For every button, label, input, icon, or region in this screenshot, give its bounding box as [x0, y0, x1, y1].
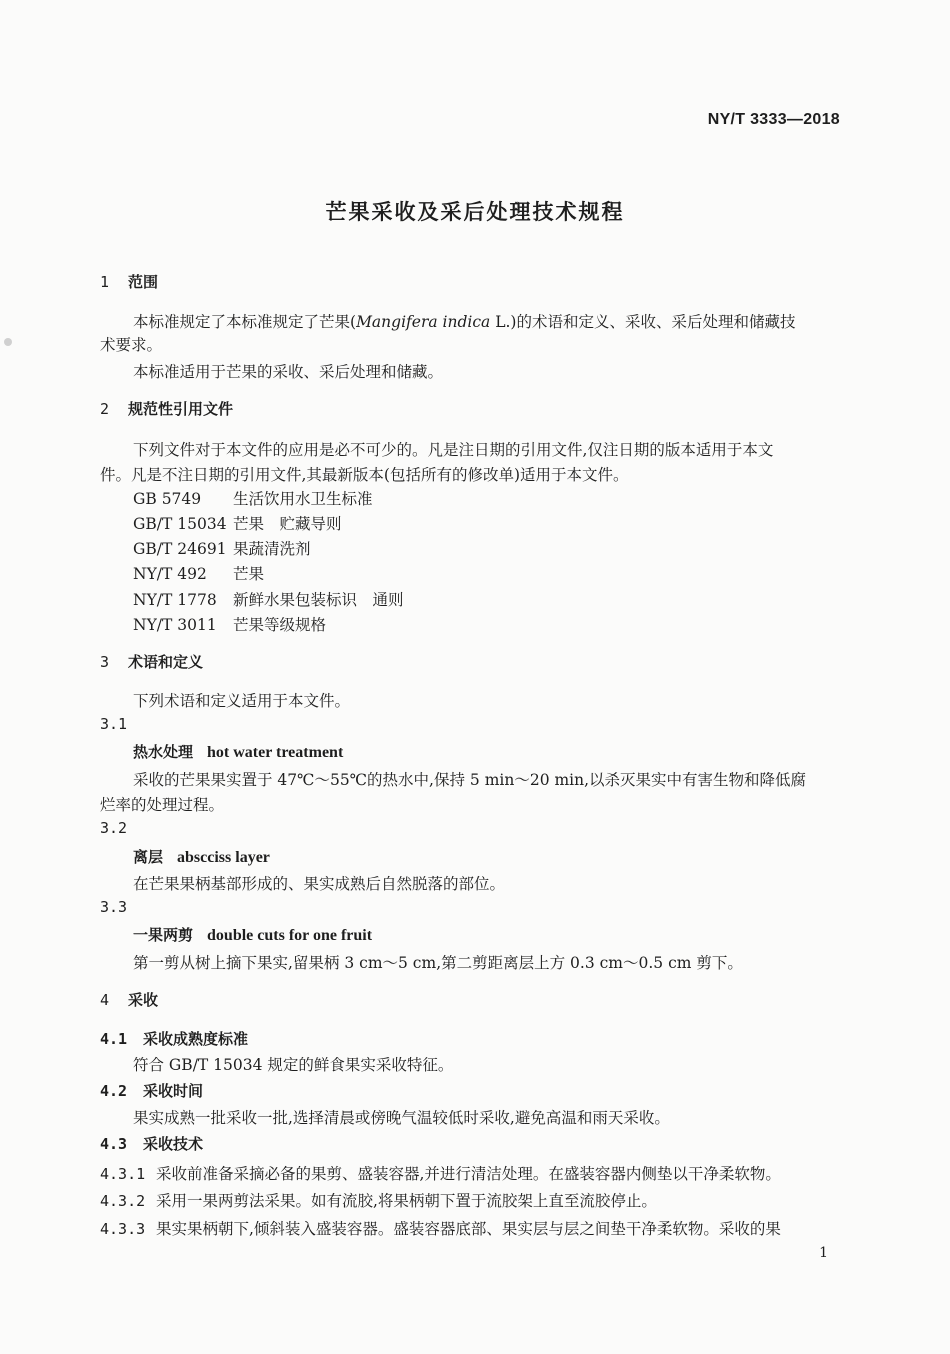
text-run: 本标准规定了本标准规定了芒果(	[133, 313, 357, 331]
ref-name: 芒果等级规格	[233, 616, 327, 634]
section-1-paragraph-1-cont: 术要求。	[100, 336, 163, 354]
term-heading	[133, 924, 372, 945]
term-number: 3.1	[100, 715, 128, 733]
text-run: L.)的术语和定义、采收、采后处理和储藏技	[490, 313, 796, 331]
clause-text: 果实果柄朝下,倾斜装入盛装容器。盛装容器底部、果实层与层之间垫干净柔软物。采收的果	[156, 1220, 781, 1238]
term-heading	[133, 846, 270, 867]
scan-speck	[4, 338, 12, 346]
term-heading	[133, 741, 343, 762]
section-2-paragraph-1-cont: 件。凡是不注日期的引用文件,其最新版本(包括所有的修改单)适用于本文件。	[100, 466, 629, 484]
term-zh: 热水处理	[133, 743, 194, 761]
ref-name: 果蔬清洗剂	[233, 540, 311, 558]
ref-code: GB/T 24691	[133, 540, 227, 558]
ref-code: NY/T 492	[133, 565, 207, 583]
ref-name: 芒果	[233, 565, 265, 583]
term-en: abscciss layer	[177, 849, 270, 866]
page-number: 1	[819, 1245, 828, 1261]
term-en: hot water treatment	[207, 744, 344, 761]
subsection-4-3-heading	[100, 1133, 203, 1154]
section-3-heading	[100, 651, 203, 672]
subsection-4-2-heading	[100, 1080, 203, 1101]
subsection-4-1-text: 符合 GB/T 15034 规定的鲜食果实采收特征。	[133, 1056, 454, 1074]
term-definition: 采收的芒果果实置于 47℃～55℃的热水中,保持 5 min～20 min,以杀灭果实中有害生物和降低腐	[133, 771, 807, 789]
reference-item	[133, 537, 311, 559]
clause-text: 采收前准备采摘必备的果剪、盛装容器,并进行清洁处理。在盛装容器内侧垫以干净柔软物。	[156, 1165, 781, 1183]
section-1-paragraph-1	[133, 310, 795, 332]
ref-code: NY/T 1778	[133, 591, 217, 609]
clause-item	[100, 1162, 781, 1184]
subsection-title: 采收成熟度标准	[143, 1030, 249, 1048]
ref-code: GB 5749	[133, 490, 202, 508]
subsection-title: 采收时间	[143, 1082, 204, 1100]
section-number: 4	[100, 991, 110, 1009]
reference-item	[133, 613, 326, 635]
section-title: 术语和定义	[128, 653, 204, 671]
clause-number: 4.3.3	[100, 1220, 146, 1238]
subsection-number: 4.1	[100, 1030, 128, 1048]
section-3-intro: 下列术语和定义适用于本文件。	[133, 692, 351, 710]
ref-name: 生活饮用水卫生标准	[233, 490, 373, 508]
subsection-number: 4.2	[100, 1082, 128, 1100]
section-1-heading	[100, 271, 158, 292]
clause-number: 4.3.1	[100, 1165, 146, 1183]
section-number: 2	[100, 400, 110, 418]
term-definition: 在芒果果柄基部形成的、果实成熟后自然脱落的部位。	[133, 875, 506, 893]
ref-name: 芒果 贮藏导则	[233, 515, 342, 533]
term-definition-cont: 烂率的处理过程。	[100, 796, 225, 814]
reference-item	[133, 588, 404, 610]
section-2-paragraph-1: 下列文件对于本文件的应用是必不可少的。凡是注日期的引用文件,仅注日期的版本适用于本文	[133, 441, 774, 459]
clause-item	[100, 1217, 781, 1239]
species-name: Mangifera indica	[356, 313, 491, 331]
clause-number: 4.3.2	[100, 1192, 146, 1210]
clause-text: 采用一果两剪法采果。如有流胶,将果柄朝下置于流胶架上直至流胶停止。	[156, 1192, 657, 1210]
standard-number: NY/T 3333—2018	[707, 111, 840, 128]
term-zh: 一果两剪	[133, 926, 194, 944]
section-title: 规范性引用文件	[128, 400, 234, 418]
term-number: 3.2	[100, 819, 128, 837]
subsection-title: 采收技术	[143, 1135, 204, 1153]
subsection-number: 4.3	[100, 1135, 128, 1153]
subsection-4-1-heading	[100, 1028, 248, 1049]
reference-item	[133, 562, 264, 584]
section-4-heading	[100, 989, 158, 1010]
term-number: 3.3	[100, 898, 128, 916]
reference-item	[133, 512, 342, 534]
ref-code: GB/T 15034	[133, 515, 227, 533]
page-title: 芒果采收及采后处理技术规程	[325, 200, 625, 224]
section-title: 范围	[128, 273, 159, 291]
term-definition: 第一剪从树上摘下果实,留果柄 3 cm～5 cm,第二剪距离层上方 0.3 cm～0.5 cm 剪下。	[133, 954, 743, 972]
section-1-paragraph-2: 本标准适用于芒果的采收、采后处理和储藏。	[133, 363, 444, 381]
section-title: 采收	[128, 991, 159, 1009]
subsection-4-2-text: 果实成熟一批采收一批,选择清晨或傍晚气温较低时采收,避免高温和雨天采收。	[133, 1109, 670, 1127]
clause-item	[100, 1189, 657, 1211]
ref-name: 新鲜水果包装标识 通则	[233, 591, 404, 609]
section-2-heading	[100, 398, 233, 419]
ref-code: NY/T 3011	[133, 616, 217, 634]
term-en: double cuts for one fruit	[207, 927, 373, 944]
section-number: 3	[100, 653, 110, 671]
reference-item	[133, 487, 373, 509]
term-zh: 离层	[133, 848, 164, 866]
section-number: 1	[100, 273, 110, 291]
